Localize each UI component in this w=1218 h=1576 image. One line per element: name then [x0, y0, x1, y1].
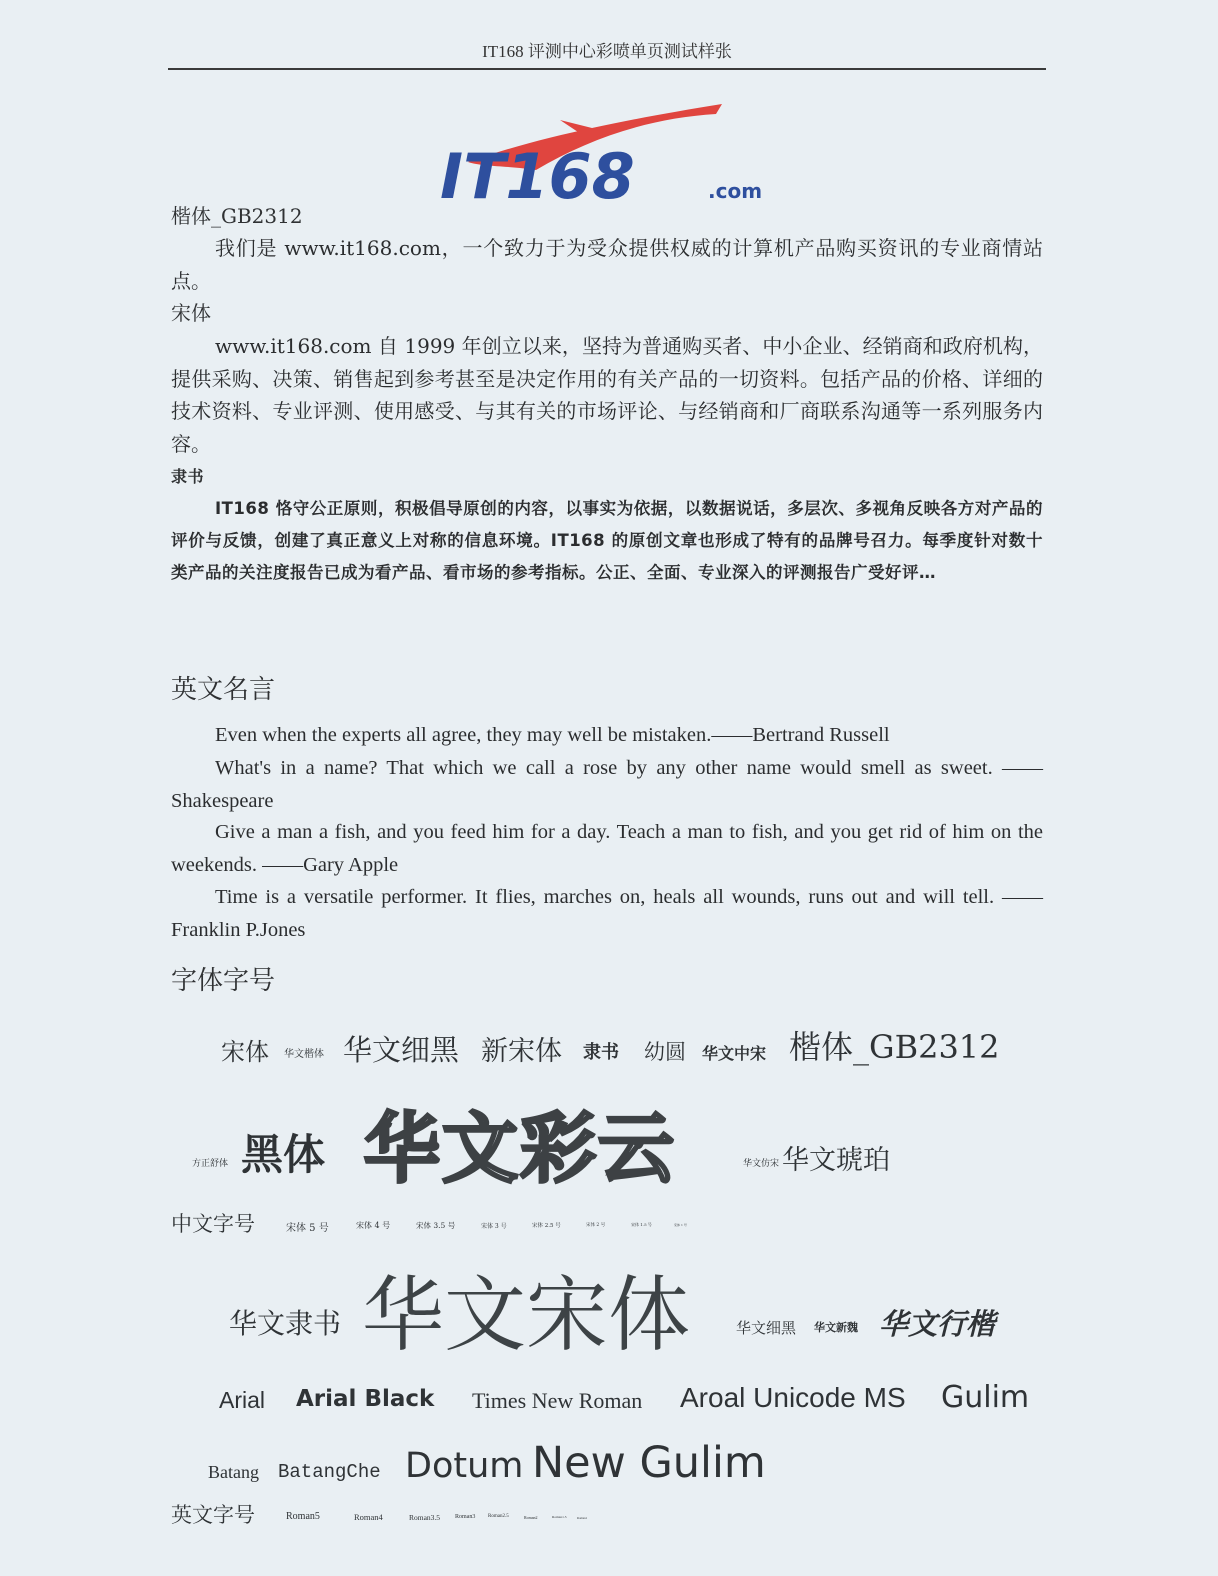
quote-3: Give a man a fish, and you feed him for a day. Teach a man to fish, and you get rid of him on the weekends. ——Gary Apple: [171, 821, 1043, 876]
lishu-paragraph: IT168 恪守公正原则，积极倡导原创的内容，以事实为依据，以数据说话，多层次、多视角反映各方对产品的评价与反馈，创建了真正意义上对称的信息环境。IT168 的原创文章也形成了特有的品牌号召力。每季度针对数十类产品的关注度报告已成为看产品、看市场的参考指标。公正、全面、专业深入的评测报告广受好评…: [171, 499, 1043, 582]
font-sample-huawen-xingkai: 华文行楷: [879, 1307, 996, 1341]
quote-2: What's in a name? That which we call a rose by any other name would smell as sweet. ——Shakespeare: [171, 757, 1043, 812]
it168-logo: [440, 100, 780, 210]
en-size-3: Roman3: [455, 1514, 476, 1520]
cn-size-2-5: 宋体 2.5 号: [532, 1223, 561, 1229]
quote-1: Even when the experts all agree, they may well be mistaken.——Bertrand Russell: [215, 724, 890, 746]
font-sample-new-gulim: New Gulim: [532, 1438, 766, 1488]
logo-text: IT168: [440, 140, 635, 210]
en-size-2-5: Roman2.5: [488, 1514, 509, 1519]
fonts-title: 字体字号: [171, 966, 276, 996]
cn-size-5: 宋体 5 号: [286, 1223, 329, 1234]
en-size-4: Roman4: [354, 1512, 383, 1522]
font-sample-youyuan: 幼圆: [644, 1040, 686, 1064]
font-sample-lishu: 隶书: [583, 1042, 619, 1063]
cn-size-4: 宋体 4 号: [356, 1221, 391, 1230]
font-sample-arial: Arial: [219, 1387, 266, 1413]
font-sample-batang: Batang: [208, 1462, 259, 1482]
font-sample-arial-black: Arial Black: [296, 1386, 435, 1412]
quotes-title: 英文名言: [171, 675, 276, 705]
font-sample-xinsongti: 新宋体: [481, 1036, 562, 1067]
cn-size-1: 宋体 1 号: [674, 1223, 687, 1227]
font-sample-kaiti-gb2312: 楷体_GB2312: [789, 1028, 1000, 1066]
en-size-5: Roman5: [286, 1511, 320, 1522]
cn-size-2: 宋体 2 号: [586, 1223, 606, 1228]
kaiti-label: 楷体_GB2312: [171, 204, 303, 228]
font-sample-huawen-hupo: 华文琥珀: [782, 1145, 890, 1176]
en-size-1: Roman1: [577, 1516, 588, 1520]
logo-suffix: .com: [708, 179, 763, 203]
page-header: IT168 评测中心彩喷单页测试样张: [482, 42, 732, 61]
font-sample-huawen-xihei-2: 华文细黑: [736, 1319, 797, 1337]
font-sample-batangche: BatangChe: [278, 1461, 381, 1483]
font-sample-heiti: 黑体: [241, 1130, 326, 1179]
cn-size-3-5: 宋体 3.5 号: [416, 1221, 456, 1230]
en-size-2: Roman2: [524, 1515, 538, 1520]
cn-sizes-label: 中文字号: [171, 1212, 255, 1236]
cn-size-3: 宋体 3 号: [481, 1223, 507, 1230]
font-sample-huawen-xihei: 华文细黑: [343, 1033, 460, 1067]
font-sample-songti: 宋体: [221, 1038, 269, 1066]
font-sample-huawen-caiyun: 华文彩云: [364, 1104, 676, 1193]
font-sample-huawen-songti: 华文宋体: [362, 1268, 691, 1363]
font-sample-gulim: Gulim: [941, 1380, 1030, 1415]
font-sample-fangzheng-shuti: 方正舒体: [192, 1159, 229, 1169]
songti-label: 宋体: [171, 301, 211, 325]
font-sample-huawen-zhongsong: 华文中宋: [702, 1044, 767, 1063]
en-sizes-label: 英文字号: [171, 1503, 255, 1527]
font-sample-huawen-xinwei: 华文新魏: [814, 1321, 858, 1334]
font-sample-huawen-kaiti: 华文楷体: [284, 1049, 324, 1060]
font-sample-aroal-unicode: Aroal Unicode MS: [680, 1382, 906, 1413]
quote-4: Time is a versatile performer. It flies, marches on, heals all wounds, runs out and will tell. ——Franklin P.Jones: [171, 886, 1043, 941]
kaiti-paragraph: 我们是 www.it168.com，一个致力于为受众提供权威的计算机产品购买资讯的专业商情站点。: [171, 236, 1043, 293]
font-sample-huawen-lishu: 华文隶书: [229, 1307, 342, 1340]
font-sample-times-new-roman: Times New Roman: [472, 1388, 643, 1413]
font-sample-dotum: Dotum: [405, 1446, 524, 1486]
songti-paragraph: www.it168.com 自 1999 年创立以来，坚持为普通购买者、中小企业、经销商和政府机构，提供采购、决策、销售起到参考甚至是决定作用的有关产品的一切资料。包括产品的价格、详细的技术资料、专业评测、使用感受、与其有关的市场评论、与经销商和厂商联系沟通等一系列服务内容。: [171, 334, 1043, 456]
cn-size-1-5: 宋体 1.5 号: [631, 1222, 652, 1227]
header-rule: [168, 68, 1046, 70]
en-size-3-5: Roman3.5: [409, 1513, 441, 1522]
en-size-1-5: Roman1.5: [552, 1515, 567, 1519]
lishu-label: 隶书: [171, 467, 205, 486]
font-sample-huawen-fangsong: 华文仿宋: [743, 1159, 780, 1169]
